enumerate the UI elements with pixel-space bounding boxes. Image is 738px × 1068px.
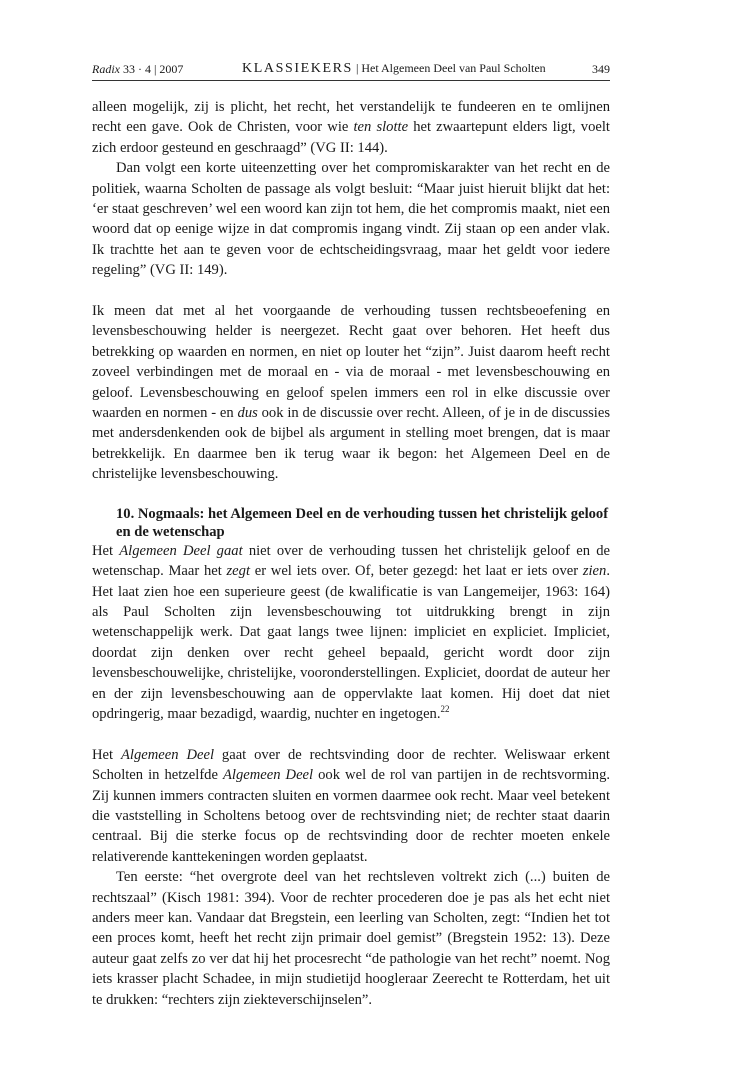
section-name: KLASSIEKERS: [242, 61, 353, 76]
text-run: ook in de discussie over recht. Alleen, of je in de discussies met andersdenkenden ook de bijbel als argument in stelling moet brengen, dat is maar betrekkelijk. En daarmee ben ik terug waar ik begon: het Algemeen Deel en de christelijke levensbeschouwing.: [92, 405, 611, 483]
paragraph: [92, 745, 610, 867]
text-run: niet over de verhouding tussen het christelijk geloof en de wetenschap. Maar het: [92, 542, 610, 580]
emphasis-text: dus: [237, 405, 258, 422]
text-run: . Het laat zien hoe een superieure geest (de kwalificatie is van Langemeijer, 1963: 164) als Paul Scholten zijn levensbeschouwing tot uitdrukking brengt in zijn wetenschappelijk werk. Dat gaat langs twee lijnen: impliciet en expliciet. Impliciet, doordat zijn denken over recht geheel bepaald, gericht wordt door zijn levensbeschouwelijke, christelijke, vooronderstellingen. Expliciet, doordat de auteur her en der zijn levensbeschouwing aan de oppervlakte laat komen. Hij doet dat niet opdringerig, maar bezadigd, waardig, nuchter en ingetogen.: [92, 563, 610, 722]
journal-citation: [92, 62, 183, 77]
page-number: 349: [592, 62, 610, 76]
journal-page: [92, 58, 610, 1010]
text-run: ook wel de rol van partijen in de rechtsvorming. Zij kunnen immers contracten sluiten en vormen daarmee ook recht. Maar veel betekent die vaststelling in Scholtens betoog over de rechtsvinding niet; de rechter staat daarin centraal. Bij die sterke focus op de rechtsvinding door de rechter moeten enkele relativerende kanttekeningen worden geplaatst.: [92, 767, 611, 865]
text-run: 10. Nogmaals: het Algemeen Deel en de verhouding tussen het christelijk geloof en de wetenschap: [116, 505, 609, 540]
journal-name: Radix: [92, 62, 120, 76]
emphasis-text: Algemeen Deel gaat: [119, 542, 243, 559]
paragraph: [92, 97, 610, 158]
text-run: Het: [92, 746, 121, 763]
footnote-ref: 22: [440, 704, 450, 715]
section-heading: [92, 505, 610, 541]
paragraph: [92, 301, 610, 485]
journal-issue: 33 · 4 | 2007: [120, 62, 184, 76]
emphasis-text: Algemeen Deel: [222, 767, 314, 784]
article-title: | Het Algemeen Deel van Paul Scholten: [352, 61, 546, 75]
text-run: er wel iets over. Of, beter gezegd: het laat er iets over: [250, 563, 583, 580]
paragraph: [92, 867, 610, 1010]
text-run: Ten eerste: “het overgrote deel van het rechtsleven voltrekt zich (...) buiten de rechtszaal” (Kisch 1981: 394). Voor de rechter procederen doe je pas als het echt niet anders meer kan. Vandaar dat Bregstein, een leerling van Scholten, zegt: “Indien het tot een proces komt, heeft het recht zijn primair doel gemist” (Bregstein 1952: 13). Deze auteur gaat zelfs zo ver dat hij het procesrecht “de pathologie van het recht” noemt. Nog iets krasser placht Schadee, in mijn studietijd hoogleraar Zeerecht te Rotterdam, het uit te drukken: “rechters zijn ziekteverschijnselen”.: [92, 869, 610, 1008]
emphasis-text: zien: [582, 563, 607, 580]
text-run: gaat over de rechtsvinding door de rechter. Weliswaar erkent Scholten in hetzelfde: [92, 746, 610, 784]
emphasis-text: ten slotte: [353, 119, 409, 136]
text-run: Het: [92, 542, 120, 559]
paragraph: [92, 541, 610, 725]
text-run: Dan volgt een korte uiteenzetting over het compromiskarakter van het recht en de politiek, waarna Scholten de passage als volgt besluit: “Maar juist hieruit blijkt dat het: ‘er staat geschreven’ wel een woord kan zijn tot hem, die het compromis maakt, niet een woord dat op eenige wijze in dat compromis ingang vindt. Zij staan op een ander vlak. Ik trachtte het aan te geven voor de echtscheidingsvraag, maar het geldt voor iedere regeling” (VG II: 149).: [92, 160, 610, 279]
text-run: alleen mogelijk, zij is plicht, het recht, het verstandelijk te fundeeren en te omlijnen recht een gave. Ook de Christen, voor wie: [92, 99, 610, 136]
running-header: [92, 58, 610, 81]
article-body: [92, 97, 610, 1010]
paragraph: [92, 158, 610, 280]
emphasis-text: zegt: [226, 563, 251, 580]
emphasis-text: Algemeen Deel: [121, 746, 214, 763]
text-run: Ik meen dat met al het voorgaande de verhouding tussen rechtsbeoefening en levensbeschouwing helder is neergezet. Recht gaat over behoren. Het heeft dus betrekking op waarden en normen, en niet op louter het “zijn”. Juist daarom heeft recht zoveel verbindingen met de moraal en - via de moraal - met levensbeschouwing en geloof. Levensbeschouwing en geloof spelen immers een rol in elke discussie over waarden en normen - en: [92, 303, 610, 422]
running-title: [242, 61, 546, 77]
text-run: het zwaartepunt elders ligt, voelt zich erdoor gesteund en geschraagd” (VG II: 144).: [92, 119, 610, 156]
